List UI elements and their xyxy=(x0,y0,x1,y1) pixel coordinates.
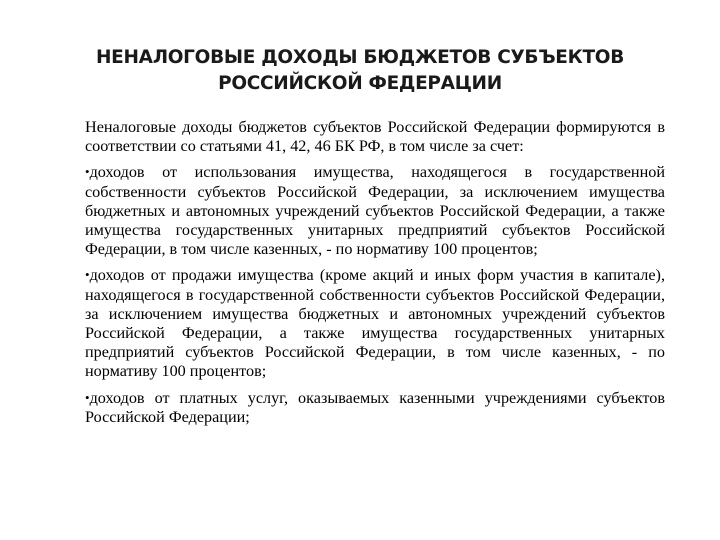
bullet-text: доходов от платных услуг, оказываемых казенными учреждениями субъектов Российской Федерации; xyxy=(85,388,665,426)
slide-body xyxy=(85,118,665,433)
bullet-marker: • xyxy=(85,164,90,180)
slide-title-line-1: НЕНАЛОГОВЫЕ ДОХОДЫ БЮДЖЕТОВ СУБЪЕКТОВ xyxy=(95,47,625,68)
intro-paragraph: Неналоговые доходы бюджетов субъектов Российской Федерации формируются в соответствии со статьями 41, 42, 46 БК РФ, в том числе за счет: xyxy=(85,118,665,156)
slide-title-line-2: РОССИЙСКОЙ ФЕДЕРАЦИИ xyxy=(218,73,502,94)
bullet-item-2 xyxy=(85,265,665,381)
slide-title xyxy=(60,45,660,97)
bullet-marker: • xyxy=(85,267,90,283)
bullet-item-3 xyxy=(85,388,665,427)
bullet-item-1 xyxy=(85,162,665,259)
bullet-text: доходов от использования имущества, находящегося в государственной собственности субъектов Российской Федерации, за исключением имущества бюджетных и автономных учреждений субъектов Российской Федерации, а также имущества государственных унитарных предприятий субъектов Российской Федерации, в том числе казенных, - по нормативу 100 процентов; xyxy=(85,163,665,259)
bullet-marker: • xyxy=(85,389,90,405)
bullet-text: доходов от продажи имущества (кроме акций и иных форм участия в капитале), находящегося в государственной собственности субъектов Российской Федерации, за исключением имущества бюджетных и автономных учреждений субъектов Российской Федерации, а также имущества государственных унитарных предприятий субъектов Российской Федерации, в том числе казенных, - по нормативу 100 процентов; xyxy=(85,266,665,381)
